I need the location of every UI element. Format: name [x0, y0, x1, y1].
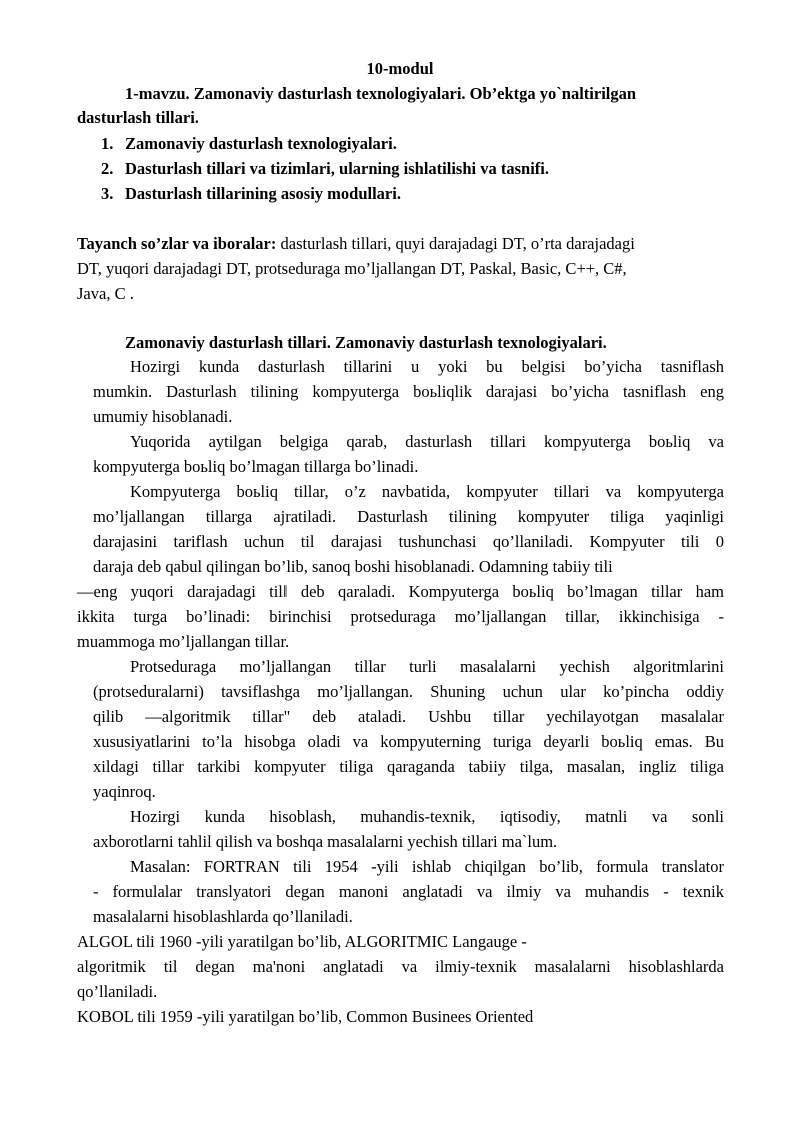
- section-heading: Zamonaviy dasturlash tillari. Zamonaviy dasturlash texnologiyalari.: [125, 333, 607, 352]
- paragraph-line: darajasini tariflash uchun til darajasi tushunchasi qo’llaniladi. Kompyuter tili 0: [93, 532, 724, 551]
- paragraph-line: ―eng yuqori darajadagi til‖ deb qaraladi. Kompyuterga boьliq bo’lmagan tillar ham: [77, 582, 724, 601]
- paragraph-line: kompyuterga boьliq bo’lmagan tillarga bo’linadi.: [93, 457, 419, 476]
- plan-item-text: Dasturlash tillarining asosiy modullari.: [125, 184, 401, 203]
- paragraph-line: (protseduralarni) tavsiflashga mo’ljallangan. Shuning uchun ular ko’pincha oddiy: [93, 682, 724, 701]
- paragraph-line: Kompyuterga boьliq tillar, o’z navbatida, kompyuter tillari va kompyuterga: [130, 482, 724, 501]
- paragraph-line: xildagi tillar tarkibi kompyuter tiliga qaraganda tabiiy tilga, masalan, ingliz tiliga: [93, 757, 724, 776]
- plan-item-number: 1.: [101, 134, 114, 153]
- paragraph-line: masalalarni hisoblashlarda qo’llaniladi.: [93, 907, 353, 926]
- paragraph-line: algoritmik til degan ma'noni anglatadi va ilmiy-texnik masalalarni hisoblashlarda: [77, 957, 724, 976]
- module-title: 10-modul: [366, 59, 434, 78]
- paragraph-line: axborotlarni tahlil qilish va boshqa masalalarni yechish tillari ma`lum.: [93, 832, 558, 851]
- paragraph-line: muammoga mo’ljallangan tillar.: [77, 632, 290, 651]
- keywords-line-2: DT, yuqori darajadagi DT, protseduraga mo’ljallangan DT, Paskal, Basic, C++, C#,: [77, 259, 627, 278]
- paragraph-line: KOBOL tili 1959 -yili yaratilgan bo’lib, Common Businees Oriented: [77, 1007, 534, 1026]
- paragraph-line: Yuqorida aytilgan belgiga qarab, dasturlash tillari kompyuterga boьliq va: [130, 432, 724, 451]
- keywords-line-3: Java, C .: [77, 284, 134, 303]
- keywords-label: Tayanch so’zlar va iboralar:: [77, 234, 277, 253]
- paragraph-line: qo’llaniladi.: [77, 982, 158, 1001]
- plan-item-text: Dasturlash tillari va tizimlari, ularning ishlatilishi va tasnifi.: [125, 159, 549, 178]
- plan-item: [101, 134, 397, 154]
- topic-title-line-1: 1-mavzu. Zamonaviy dasturlash texnologiyalari. Ob’ektga yo`naltirilgan: [125, 84, 637, 103]
- paragraph-line: mumkin. Dasturlash tilining kompyuterga boьliqlik darajasi bo’yicha tasniflash eng: [93, 382, 724, 401]
- plan-item: [101, 159, 549, 179]
- plan-item-number: 2.: [101, 159, 114, 178]
- plan-item: [101, 184, 401, 204]
- plan-item-number: 3.: [101, 184, 114, 203]
- paragraph-line: Masalan: FORTRAN tili 1954 -yili ishlab chiqilgan bo’lib, formula translator: [130, 857, 724, 876]
- paragraph-line: daraja deb qabul qilingan bo’lib, sanoq boshi hisoblanadi. Odamning tabiiy tili: [93, 557, 613, 576]
- plan-item-text: Zamonaviy dasturlash texnologiyalari.: [125, 134, 397, 153]
- paragraph-line: ALGOL tili 1960 -yili yaratilgan bo’lib, ALGORITMIC Langauge -: [77, 932, 527, 951]
- paragraph-line: mo’ljallangan tillarga ajratiladi. Dasturlash tilining kompyuter tiliga yaqinligi: [93, 507, 724, 526]
- paragraph-line: Hozirgi kunda dasturlash tillarini u yoki bu belgisi bo’yicha tasniflash: [130, 357, 724, 376]
- paragraph-line: qilib ―algoritmik tillar" deb ataladi. Ushbu tillar yechilayotgan masalalar: [93, 707, 724, 726]
- topic-title-line-2: dasturlash tillari.: [77, 108, 199, 127]
- keywords-text: dasturlash tillari, quyi darajadagi DT, o’rta darajadagi: [276, 234, 635, 253]
- paragraph-line: umumiy hisoblanadi.: [93, 407, 233, 426]
- paragraph-line: Protseduraga mo’ljallangan tillar turli masalalarni yechish algoritmlarini: [130, 657, 724, 676]
- paragraph-line: yaqinroq.: [93, 782, 156, 801]
- keywords-line-1: [77, 234, 635, 254]
- paragraph-line: xususiyatlarini to’la hisobga oladi va kompyuterning turiga deyarli boьliq emas. Bu: [93, 732, 724, 751]
- paragraph-line: Hozirgi kunda hisoblash, muhandis-texnik, iqtisodiy, matnli va sonli: [130, 807, 724, 826]
- paragraph-line: - formulalar translyatori degan manoni anglatadi va ilmiy va muhandis - texnik: [93, 882, 724, 901]
- paragraph-line: ikkita turga bo’linadi: birinchisi protseduraga mo’ljallangan tillar, ikkinchisiga -: [77, 607, 724, 626]
